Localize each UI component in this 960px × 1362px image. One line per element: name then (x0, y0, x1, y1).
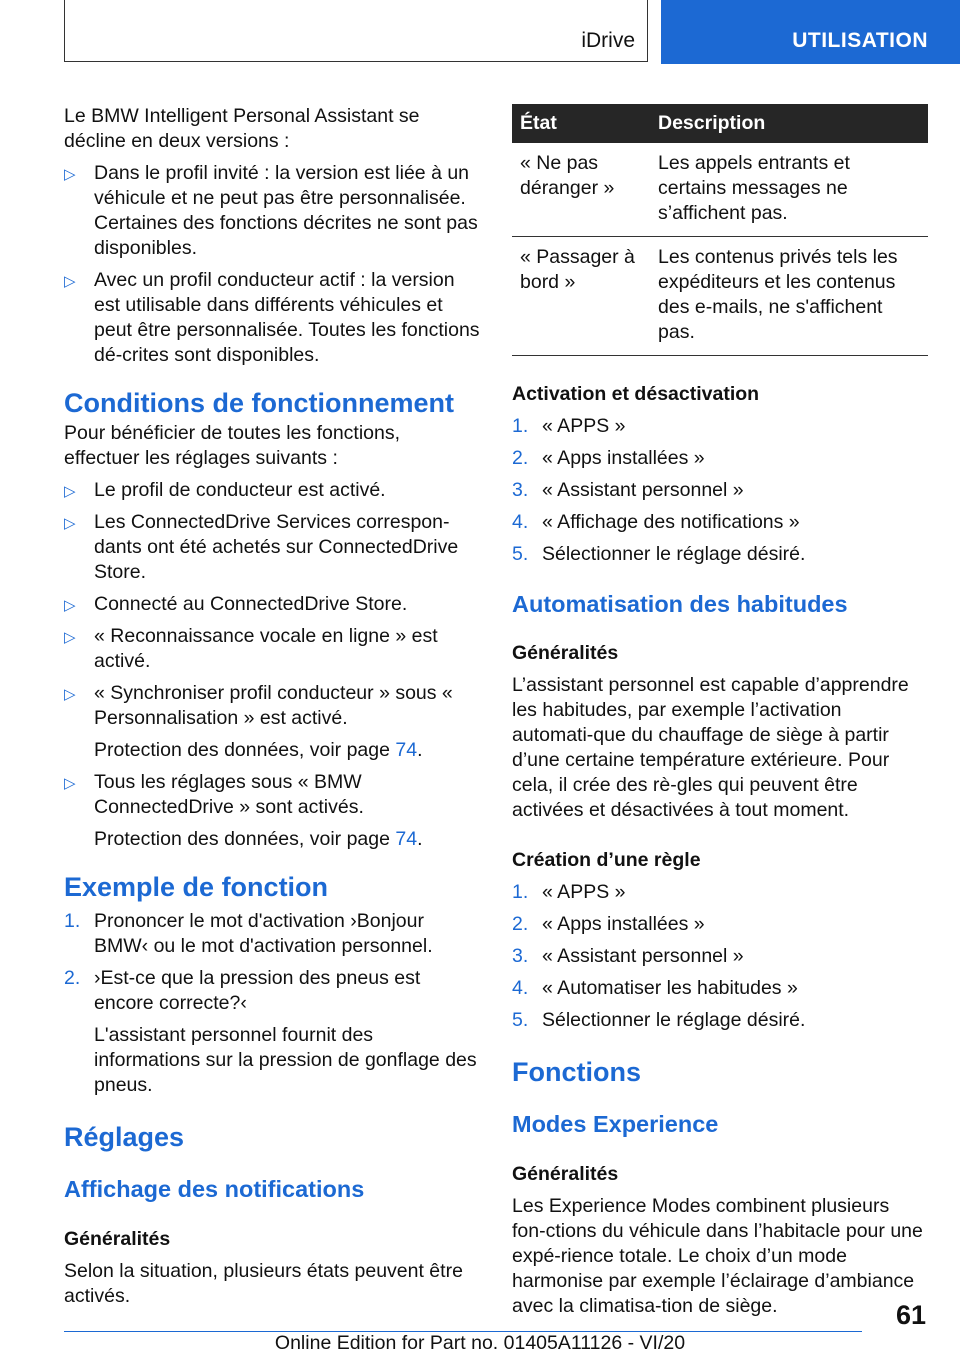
note-period: . (417, 828, 423, 850)
triangle-bullet-icon: ▷ (64, 166, 76, 183)
triangle-bullet-icon: ▷ (64, 273, 76, 290)
step-text: « Assistant personnel » (542, 945, 744, 967)
experience-modes-text: Les Experience Modes combinent plusieurs fon-ctions du véhicule dans l’habitacle pour une expé-rience totale. Le choix d’un mode harmonise par exemple l’éclairage d’ambiance avec la climatisa-tion de siège. (512, 1195, 923, 1317)
step-text: « APPS » (542, 415, 626, 437)
step-text: « Automatiser les habitudes » (542, 977, 798, 999)
habits-text: L’assistant personnel est capable d’apprendre les habitudes, par exemple l’activation automati-que du chauffage de siège à partir d’une certaine température extérieure. Pour cela, il crée des rè-gles qui peuvent être activées et désactivées à tout moment. (512, 674, 909, 821)
table-header-row (512, 104, 928, 143)
settings-heading: Réglages (64, 1122, 185, 1152)
left-column (64, 104, 480, 1309)
step-number: 2. (512, 913, 529, 935)
step-number: 2. (64, 967, 81, 989)
step-number: 1. (64, 910, 81, 932)
functions-heading: Fonctions (512, 1057, 641, 1087)
data-protection-note (94, 738, 480, 763)
condition-item (64, 510, 480, 585)
create-rule-step (512, 912, 928, 937)
create-rule-step (512, 880, 928, 905)
conditions-intro: Pour bénéficier de toutes les fonctions, effectuer les réglages suivants : (64, 422, 401, 469)
data-protection-note (94, 827, 480, 852)
habits-heading: Automatisation des habitudes (512, 591, 848, 617)
create-rule-step (512, 976, 928, 1001)
general-heading: Généralités (64, 1228, 171, 1250)
step-text: Prononcer le mot d'activation ›Bonjour BMW‹ ou le mot d'activation personnel. (94, 910, 433, 957)
step-number: 5. (512, 543, 529, 565)
page-link[interactable]: 74 (395, 739, 418, 761)
conditions-heading: Conditions de fonctionnement (64, 388, 454, 418)
step-note: L'assistant personnel fournit des informations sur la pression de gonflage des pneus. (94, 1024, 477, 1096)
header-chapter-box (64, 0, 648, 62)
condition-text: Connecté au ConnectedDrive Store. (94, 593, 408, 615)
condition-text: Tous les réglages sous « BMW ConnectedDrive » sont activés. (94, 771, 364, 818)
example-step (64, 909, 480, 959)
condition-text: Le profil de conducteur est activé. (94, 479, 386, 501)
activation-step (512, 446, 928, 471)
triangle-bullet-icon: ▷ (64, 686, 76, 703)
condition-item (64, 624, 480, 674)
footer-edition: Online Edition for Part no. 01405A11126 - VI/20 (274, 1332, 686, 1354)
triangle-bullet-icon: ▷ (64, 629, 76, 646)
triangle-bullet-icon: ▷ (64, 597, 76, 614)
step-number: 3. (512, 479, 529, 501)
table-cell-state: « Passager à bord » (512, 237, 650, 356)
version-text: Avec un profil conducteur actif : la version est utilisable dans différents véhicules et peut être personnalisée. Toutes les fonctions dé-crites sont disponibles. (94, 269, 480, 366)
version-item (64, 268, 480, 368)
create-rule-step (512, 1008, 928, 1033)
general-heading: Généralités (512, 1163, 619, 1185)
condition-item (64, 478, 480, 503)
header-section-label: UTILISATION (792, 29, 928, 52)
triangle-bullet-icon: ▷ (64, 483, 76, 500)
step-number: 2. (512, 447, 529, 469)
step-number: 1. (512, 881, 529, 903)
experience-modes-subheading: Modes Experience (512, 1111, 719, 1137)
condition-text: Les ConnectedDrive Services correspon-dants ont été achetés sur ConnectedDrive Store. (94, 511, 459, 583)
triangle-bullet-icon: ▷ (64, 775, 76, 792)
table-cell-description: Les contenus privés tels les expéditeurs et les contenus des e-mails, ne s'affichent pas. (650, 237, 928, 356)
note-text: Protection des données, voir page (94, 739, 390, 761)
step-text: Sélectionner le réglage désiré. (542, 1009, 806, 1031)
table-row (512, 143, 928, 237)
version-item (64, 161, 480, 261)
activation-step (512, 510, 928, 535)
condition-text: « Synchroniser profil conducteur » sous « Personnalisation » est activé. (94, 682, 453, 729)
header-section-tab (661, 0, 960, 64)
create-rule-step (512, 944, 928, 969)
activation-step (512, 542, 928, 567)
condition-text: « Reconnaissance vocale en ligne » est activé. (94, 625, 438, 672)
create-rule-heading: Création d’une règle (512, 849, 701, 871)
triangle-bullet-icon: ▷ (64, 515, 76, 532)
general-heading: Généralités (512, 642, 619, 664)
step-text: « APPS » (542, 881, 626, 903)
table-cell-state: « Ne pas déranger » (512, 143, 650, 237)
page-link[interactable]: 74 (395, 828, 418, 850)
settings-text: Selon la situation, plusieurs états peuvent être activés. (64, 1260, 463, 1307)
example-step (64, 966, 480, 1098)
status-table (512, 104, 928, 356)
step-number: 3. (512, 945, 529, 967)
table-header-description: Description (650, 104, 928, 143)
activation-step (512, 414, 928, 439)
table-cell-description: Les appels entrants et certains messages ne s’affichent pas. (650, 143, 928, 237)
step-text: « Apps installées » (542, 913, 705, 935)
notifications-subheading: Affichage des notifications (64, 1176, 365, 1202)
table-row (512, 237, 928, 356)
step-text: Sélectionner le réglage désiré. (542, 543, 806, 565)
note-text: Protection des données, voir page (94, 828, 390, 850)
header-chapter: iDrive (581, 29, 635, 52)
version-text: Dans le profil invité : la version est liée à un véhicule et ne peut pas être personnalisée. Certaines des fonctions décrites ne sont pas disponibles. (94, 162, 478, 259)
right-column (512, 104, 928, 1319)
activation-heading: Activation et désactivation (512, 383, 760, 405)
condition-item (64, 592, 480, 617)
step-text: ›Est-ce que la pression des pneus est encore correcte?‹ (94, 967, 421, 1014)
step-number: 1. (512, 415, 529, 437)
step-text: « Apps installées » (542, 447, 705, 469)
step-text: « Assistant personnel » (542, 479, 744, 501)
intro-paragraph: Le BMW Intelligent Personal Assistant se décline en deux versions : (64, 105, 420, 152)
step-number: 5. (512, 1009, 529, 1031)
note-period: . (417, 739, 423, 761)
condition-item (64, 770, 480, 852)
activation-step (512, 478, 928, 503)
example-heading: Exemple de fonction (64, 872, 329, 902)
step-number: 4. (512, 511, 529, 533)
page-number: 61 (895, 1300, 926, 1330)
step-number: 4. (512, 977, 529, 999)
step-text: « Affichage des notifications » (542, 511, 800, 533)
condition-item (64, 681, 480, 763)
table-header-state: État (512, 104, 650, 143)
